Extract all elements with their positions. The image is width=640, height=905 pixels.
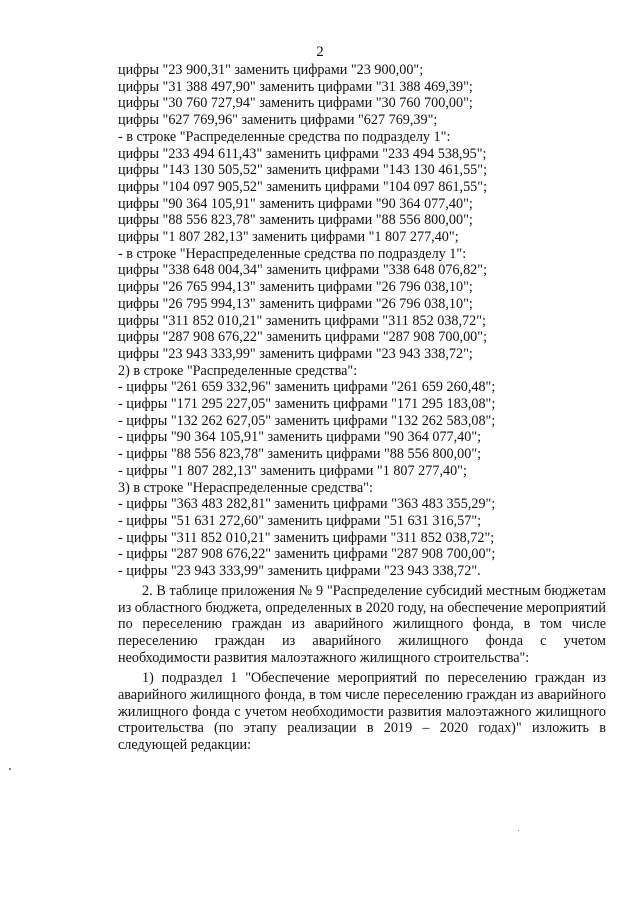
text-line: цифры "104 097 905,52" заменить цифрами "104 097 861,55"; [118, 178, 488, 195]
scan-speck [518, 830, 519, 831]
text-line: - цифры "51 631 272,60" заменить цифрами "51 631 316,57"; [118, 512, 482, 529]
text-line: цифры "90 364 105,91" заменить цифрами "90 364 077,40"; [118, 195, 473, 212]
text-line: - цифры "287 908 676,22" заменить цифрами "287 908 700,00"; [118, 546, 496, 563]
text-line: - цифры "261 659 332,96" заменить цифрами "261 659 260,48"; [118, 379, 496, 396]
text-line: - цифры "132 262 627,05" заменить цифрами "132 262 583,08"; [118, 412, 496, 429]
text-line: цифры "31 388 497,90" заменить цифрами "31 388 469,39"; [118, 78, 473, 95]
text-line: цифры "233 494 611,43" заменить цифрами "233 494 538,95"; [118, 145, 487, 162]
text-line: - цифры "23 943 333,99" заменить цифрами "23 943 338,72". [118, 563, 481, 580]
text-line: - цифры "90 364 105,91" заменить цифрами "90 364 077,40"; [118, 429, 482, 446]
text-line: цифры "26 765 994,13" заменить цифрами "26 796 038,10"; [118, 279, 473, 296]
paragraph-table-9: 2. В таблице приложения № 9 "Распределение субсидий местным бюджетам из областного бюджета, определенных в 2020 году, на обеспечение мероприятий по переселению граждан из аварийного жилищного фонда, в том числе переселению граждан из аварийного жилищного фонда с учетом необходимости развития малоэтажного жилищного строительства": [118, 582, 606, 666]
text-line: цифры "627 769,96" заменить цифрами "627 769,39"; [118, 112, 438, 129]
text-line: цифры "88 556 823,78" заменить цифрами "88 556 800,00"; [118, 212, 473, 229]
text-line: цифры "23 900,31" заменить цифрами "23 900,00"; [118, 62, 424, 78]
text-line: цифры "23 943 333,99" заменить цифрами "23 943 338,72"; [118, 345, 473, 362]
text-line: цифры "311 852 010,21" заменить цифрами "311 852 038,72"; [118, 312, 486, 329]
text-line: цифры "143 130 505,52" заменить цифрами "143 130 461,55"; [118, 162, 488, 179]
text-line: - цифры "311 852 010,21" заменить цифрами "311 852 038,72"; [118, 529, 495, 546]
text-line: цифры "338 648 004,34" заменить цифрами "338 648 076,82"; [118, 262, 488, 279]
scan-speck [9, 768, 11, 770]
text-line: - цифры "88 556 823,78" заменить цифрами "88 556 800,00"; [118, 446, 482, 463]
text-line: - в строке "Распределенные средства по подразделу 1": [118, 128, 451, 145]
text-line: 3) в строке "Нераспределенные средства": [118, 479, 373, 496]
text-line: - цифры "171 295 227,05" заменить цифрами "171 295 183,08"; [118, 396, 496, 413]
text-line: цифры "26 795 994,13" заменить цифрами "26 796 038,10"; [118, 295, 473, 312]
text-line: 2) в строке "Распределенные средства": [118, 362, 358, 379]
text-line: цифры "1 807 282,13" заменить цифрами "1 807 277,40"; [118, 229, 459, 246]
document-body [118, 62, 606, 754]
paragraph-subsection-1: 1) подраздел 1 "Обеспечение мероприятий по переселению граждан из аварийного жилищного фонда, в том числе переселению граждан из аварийного жилищного фонда с учетом необходимости развития малоэтажного жилищного строительства (по этапу реализации в 2019 – 2020 годах)" изложить в следующей редакции: [118, 670, 606, 754]
text-line: цифры "287 908 676,22" заменить цифрами "287 908 700,00"; [118, 329, 488, 346]
page-number: 2 [316, 44, 324, 60]
text-line: - в строке "Нераспределенные средства по подразделу 1": [118, 245, 467, 262]
text-line: - цифры "363 483 282,81" заменить цифрами "363 483 355,29"; [118, 496, 496, 513]
text-line: цифры "30 760 727,94" заменить цифрами "30 760 700,00"; [118, 95, 473, 112]
text-line: - цифры "1 807 282,13" заменить цифрами "1 807 277,40"; [118, 462, 467, 479]
